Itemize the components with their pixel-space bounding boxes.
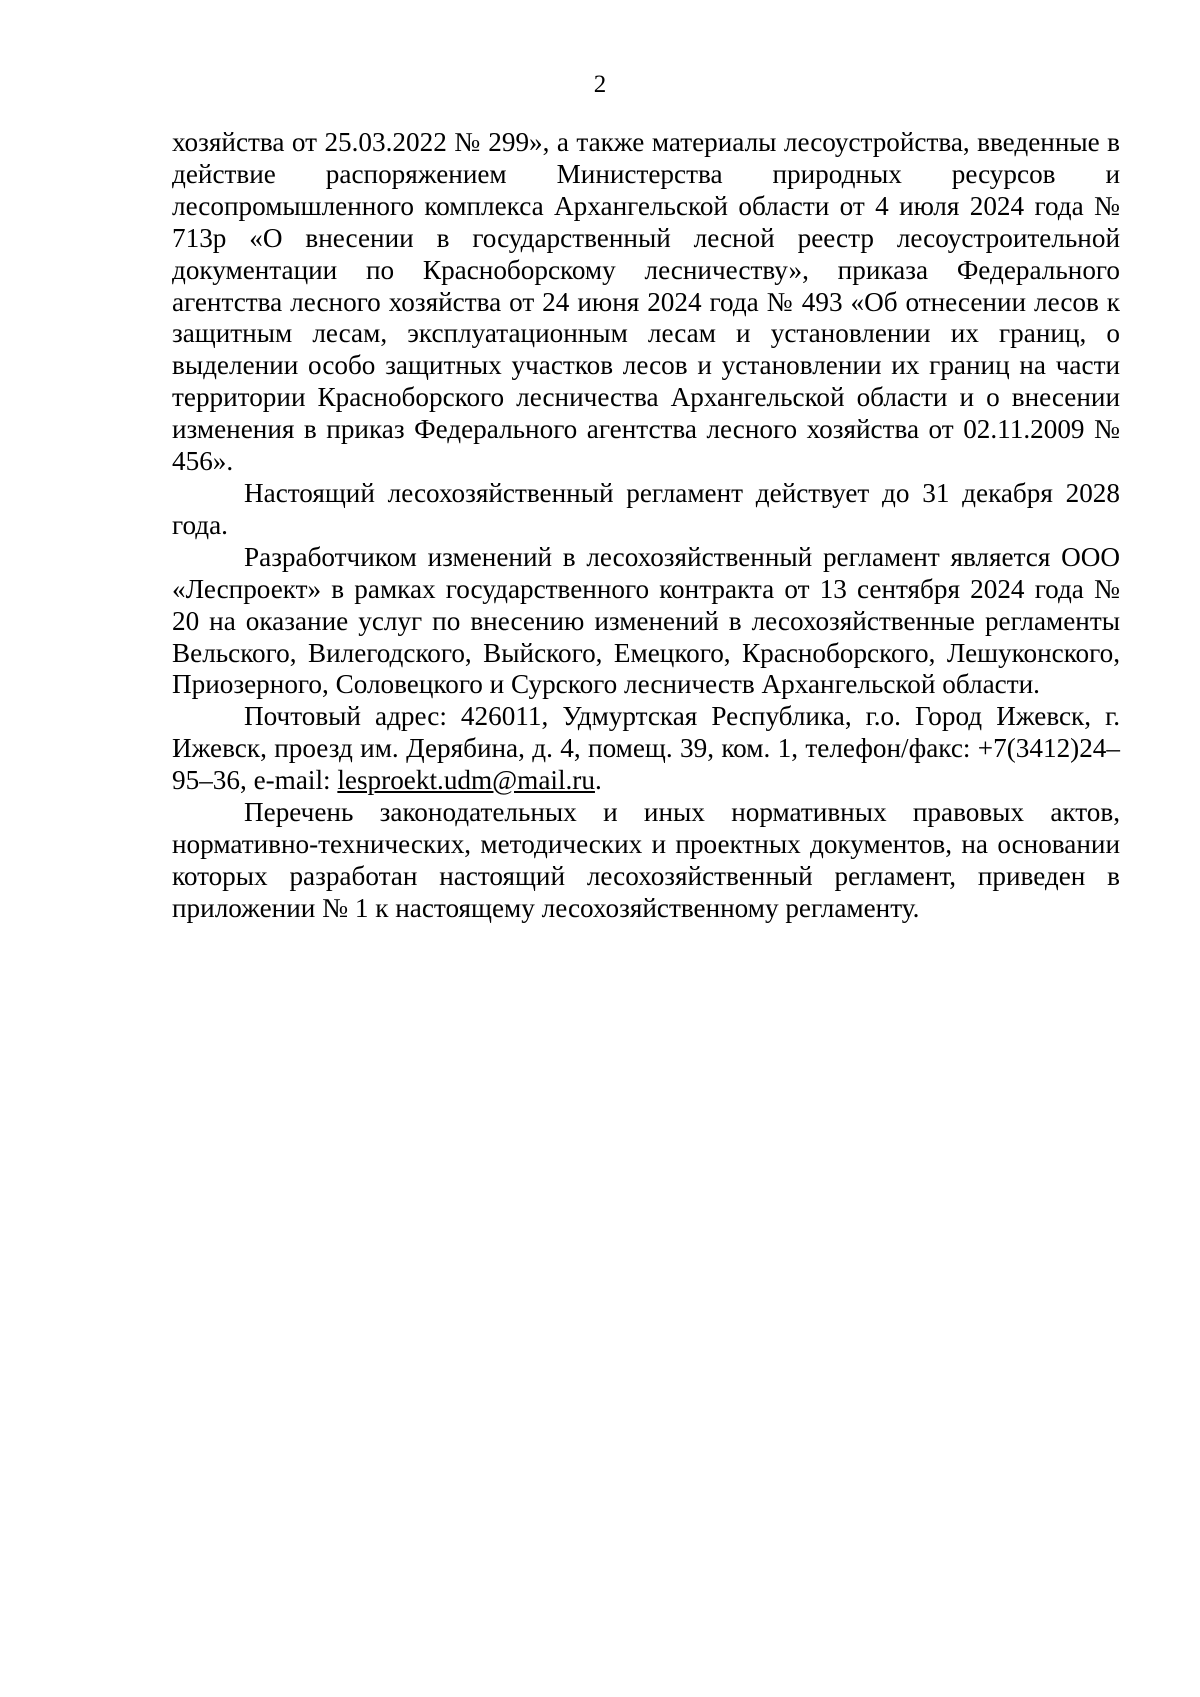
paragraph-lesoustroystvo-materials: хозяйства от 25.03.2022 № 299», а также материалы лесоустройства, введенные в действие распоряжением Министерства природных ресурсов и лесопромышленного комплекса Архангельской области от 4 июля 2024 года № 713р «О внесении в государственный лесной реестр лесоустроительной документации по Красноборскому лесничеству», приказа Федерального агентства лесного хозяйства от 24 июня 2024 года № 493 «Об отнесении лесов к защитным лесам, эксплуатационным лесам и установлении их границ, о выделении особо защитных участков лесов и установлении их границ на части территории Красноборского лесничества Архангельской области и о внесении изменения в приказ Федерального агентства лесного хозяйства от 02.11.2009 № 456».: [172, 127, 1120, 477]
postal-address-end: .: [594, 765, 602, 796]
page-number: 2: [593, 71, 607, 98]
document-body: [172, 127, 1120, 925]
paragraph-validity-period: Настоящий лесохозяйственный регламент действует до 31 декабря 2028 года.: [172, 477, 1120, 540]
paragraph-postal-address: [172, 701, 1120, 797]
postal-address-text: Почтовый адрес: 426011, Удмуртская Республика, г.о. Город Ижевск, г. Ижевск, проезд им. Дерябина, д. 4, помещ. 39, ком. 1, телефон/факс: +7(3412)24–95–36, e-mail:: [172, 701, 1120, 796]
paragraph-legal-acts-list: Перечень законодательных и иных нормативных правовых актов, нормативно-технических, методических и проектных документов, на основании которых разработан настоящий лесохозяйственный регламент, приведен в приложении № 1 к настоящему лесохозяйственному регламенту.: [172, 797, 1120, 923]
paragraph-developer: Разработчиком изменений в лесохозяйственный регламент является ООО «Леспроект» в рамках государственного контракта от 13 сентября 2024 года № 20 на оказание услуг по внесению изменений в лесохозяйственные регламенты Вельского, Вилегодского, Выйского, Емецкого, Красноборского, Лешуконского, Приозерного, Соловецкого и Сурского лесничеств Архангельской области.: [172, 541, 1120, 700]
email-link[interactable]: lesproekt.udm@mail.ru: [337, 765, 595, 796]
